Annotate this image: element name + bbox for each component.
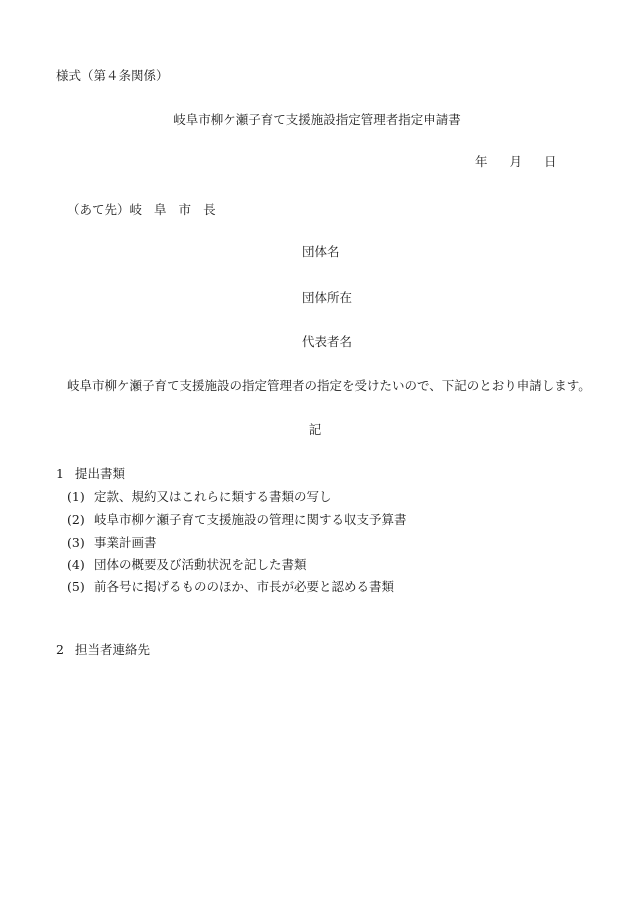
list-item-text: 前各号に掲げるもののほか、市長が必要と認める書類 <box>94 579 395 594</box>
org-name-label: 団体名 <box>302 244 340 259</box>
request-statement: 岐阜市柳ケ瀬子育て支援施設の指定管理者の指定を受けたいので、下記のとおり申請します。 <box>67 378 591 393</box>
representative-label: 代表者名 <box>302 334 353 349</box>
date-month-label: 月 <box>509 154 523 169</box>
section-heading <box>56 644 150 657</box>
addressee-line <box>67 204 216 217</box>
list-item <box>67 514 407 527</box>
ki-heading: 記 <box>308 422 322 437</box>
section-title: 提出書類 <box>75 466 126 481</box>
form-label: 様式（第４条関係） <box>56 68 169 83</box>
list-item-text: 団体の概要及び活動状況を記した書類 <box>94 557 307 572</box>
section-title: 担当者連絡先 <box>75 642 151 657</box>
list-item-number: (5) <box>67 579 85 594</box>
date-day-label: 日 <box>544 154 557 169</box>
addressee-prefix: （あて先） <box>67 202 130 217</box>
org-address-label: 団体所在 <box>302 290 353 305</box>
list-item <box>67 559 307 572</box>
list-item-text: 事業計画書 <box>94 535 157 550</box>
addressee-char: 長 <box>203 202 216 217</box>
list-item-number: (3) <box>67 535 85 550</box>
list-item-text: 岐阜市柳ケ瀬子育て支援施設の管理に関する収支予算書 <box>94 512 407 527</box>
addressee-char: 市 <box>178 202 192 217</box>
section-number: 2 <box>56 642 64 657</box>
list-item <box>67 491 332 504</box>
addressee-char: 岐 <box>129 202 143 217</box>
list-item-number: (1) <box>67 489 85 504</box>
list-item-number: (4) <box>67 557 85 572</box>
section-heading <box>56 468 125 481</box>
list-item <box>67 537 157 550</box>
list-item-text: 定款、規約又はこれらに類する書類の写し <box>94 489 332 504</box>
date-year-label: 年 <box>475 154 488 169</box>
date-line <box>475 156 557 169</box>
list-item-number: (2) <box>67 512 85 527</box>
section-number: 1 <box>56 466 64 481</box>
list-item <box>67 581 394 594</box>
addressee-char: 阜 <box>154 202 167 217</box>
document-title: 岐阜市柳ケ瀬子育て支援施設指定管理者指定申請書 <box>173 112 461 127</box>
